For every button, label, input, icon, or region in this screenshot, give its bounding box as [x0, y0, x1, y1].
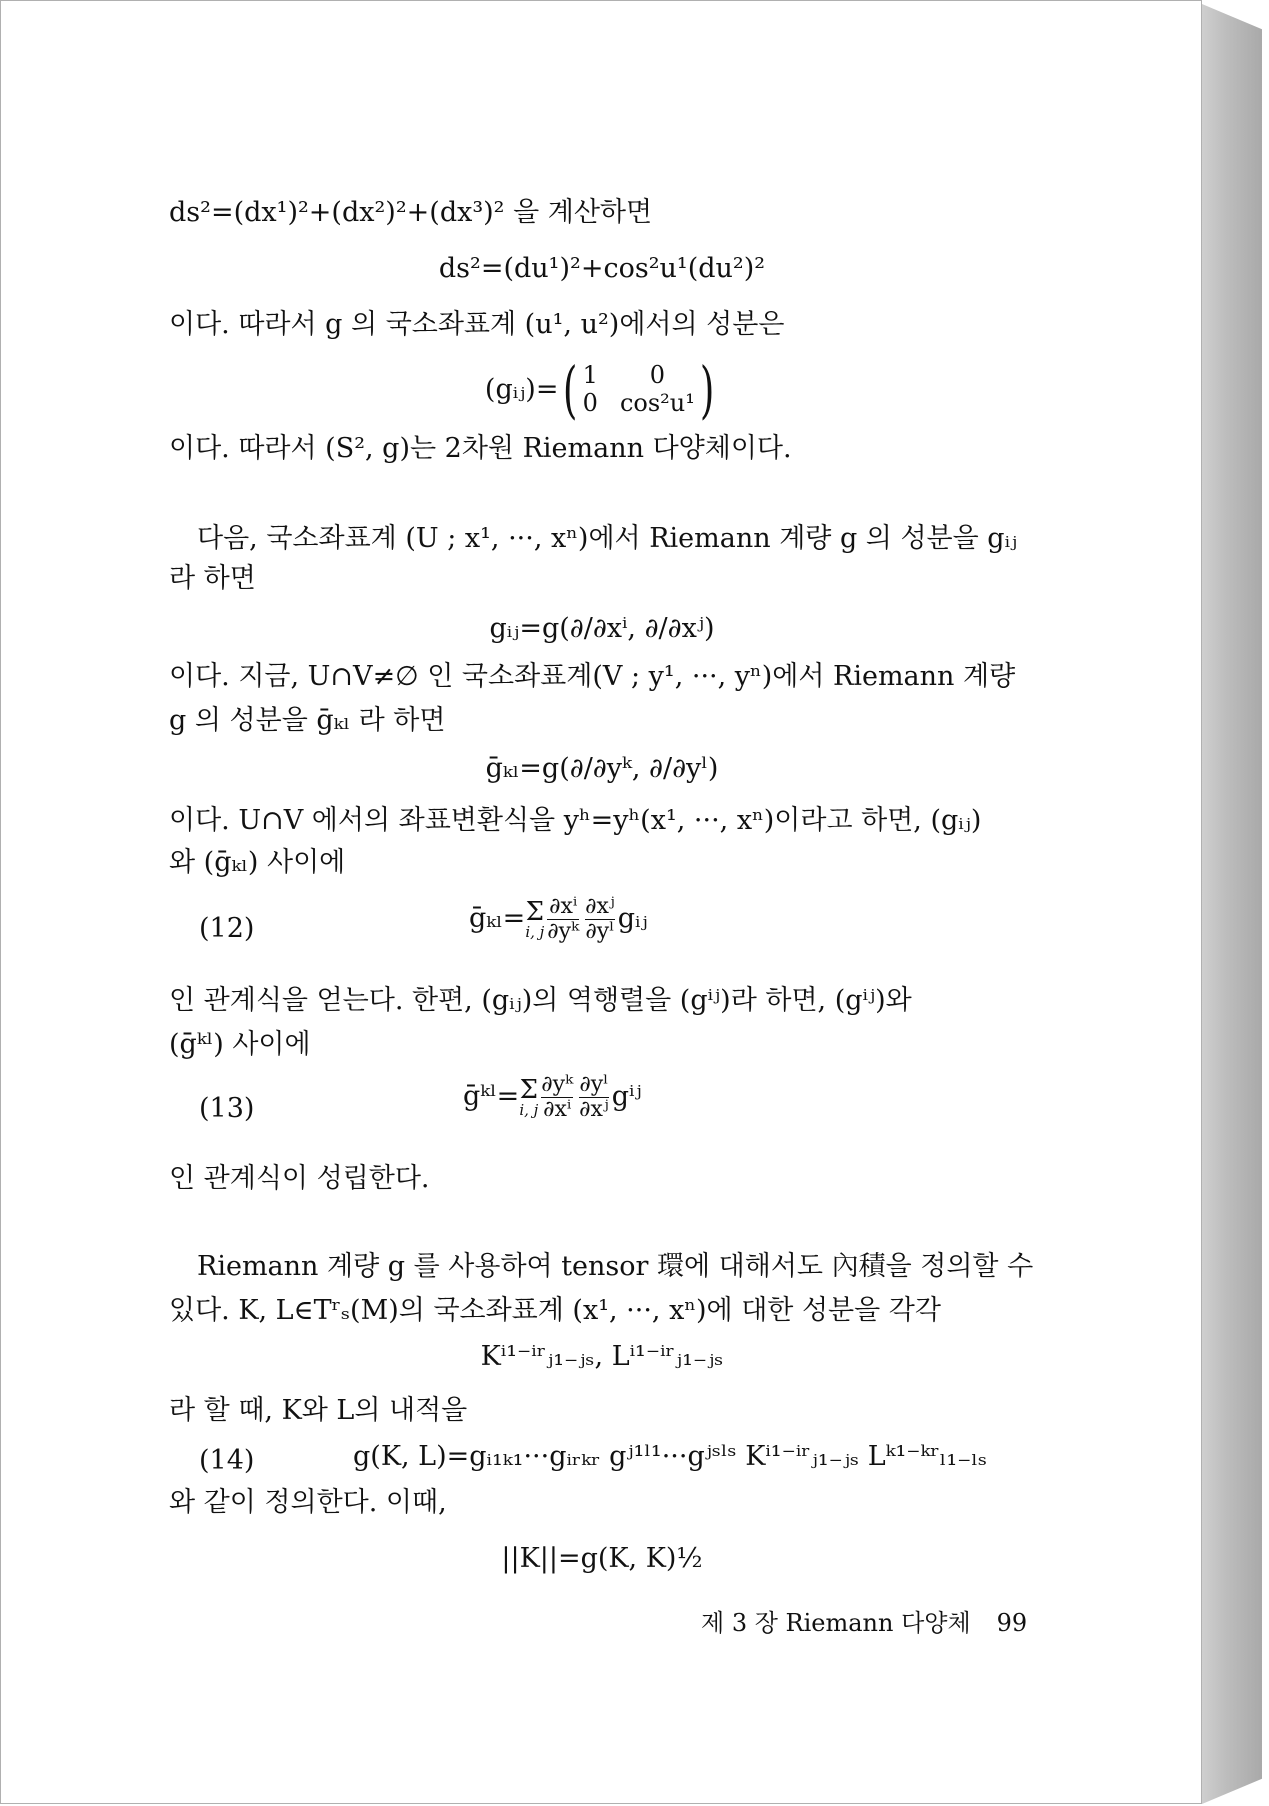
- matrix-equation: (gᵢⱼ)= ( 1 0 0 cos²u¹ ): [484, 353, 715, 426]
- text-line: 있다. K, L∈Tʳₛ(M)의 국소좌표계 (x¹, ···, xⁿ)에 대한 성분을 각각: [169, 1295, 941, 1326]
- matrix-cell: 1: [582, 361, 598, 390]
- matrix-cell: 0: [582, 389, 598, 417]
- page-stack-edge: [1202, 4, 1262, 1804]
- equation-number: (14): [199, 1445, 255, 1476]
- sum-index: i, j: [519, 1101, 539, 1120]
- text-line: 다음, 국소좌표계 (U ; x¹, ···, xⁿ)에서 Riemann 계량 g 의 성분을 gᵢⱼ: [197, 523, 1018, 554]
- matrix-grid: [583, 362, 695, 417]
- equation-display: ds²=(du¹)²+cos²u¹(du²)²: [438, 253, 766, 284]
- text-line: 와 (ḡₖₗ) 사이에: [169, 847, 346, 878]
- text-line: ds²=(dx¹)²+(dx²)²+(dx³)² 을 계산하면: [169, 197, 653, 228]
- text-line: 이다. 따라서 g 의 국소좌표계 (u¹, u²)에서의 성분은: [169, 309, 785, 340]
- text-line: 이다. 따라서 (S², g)는 2차원 Riemann 다양체이다.: [169, 433, 792, 464]
- equation-number: (13): [199, 1093, 255, 1124]
- text-line: g 의 성분을 ḡₖₗ 라 하면: [169, 705, 446, 736]
- text-line: 라 하면: [169, 563, 256, 594]
- equation-display: Kⁱ¹⁻ⁱʳⱼ₁₋ⱼₛ, Lⁱ¹⁻ⁱʳⱼ₁₋ⱼₛ: [480, 1341, 724, 1372]
- text-line: 와 같이 정의한다. 이때,: [169, 1487, 447, 1518]
- summation-symbol: Σ i, j: [519, 1075, 539, 1120]
- eq-tail: gⁱʲ: [611, 1081, 642, 1113]
- matrix-lhs: (gᵢⱼ)=: [484, 373, 559, 405]
- fraction: $\frac{\text{∂yˡ}}{\text{∂xʲ}}$: [579, 1072, 609, 1123]
- equation-display: ||K||=g(K, K)½: [501, 1543, 703, 1574]
- text-line: (ḡᵏˡ) 사이에: [169, 1029, 311, 1060]
- chapter-title: 제 3 장 Riemann 다양체: [701, 1609, 971, 1637]
- sum-index: i, j: [525, 923, 545, 942]
- fraction: $\frac{\text{∂xʲ}}{\text{∂yˡ}}$: [585, 894, 615, 945]
- page-number: 99: [996, 1609, 1028, 1637]
- text-line: 인 관계식을 얻는다. 한편, (gᵢⱼ)의 역행렬을 (gⁱʲ)라 하면, (gⁱʲ)와: [169, 985, 912, 1016]
- text-line: 이다. 지금, U∩V≠∅ 인 국소좌표계(V ; y¹, ···, yⁿ)에서 Riemann 계량: [169, 661, 1016, 692]
- equation-12: [469, 895, 648, 944]
- eq-lhs: ḡᵏˡ=: [463, 1081, 520, 1113]
- text-line: 이다. U∩V 에서의 좌표변환식을 yʰ=yʰ(x¹, ···, xⁿ)이라고 하면, (gᵢⱼ): [169, 805, 982, 836]
- fraction: $\frac{\text{∂xⁱ}}{\text{∂yᵏ}}$: [547, 894, 580, 945]
- summation-symbol: Σ i, j: [525, 897, 545, 942]
- equation-display: ḡₖₗ=g(∂/∂yᵏ, ∂/∂yˡ): [485, 753, 719, 784]
- equation-number: (12): [199, 913, 255, 944]
- matrix-cell: cos²u¹: [619, 389, 695, 417]
- eq-tail: gᵢⱼ: [617, 903, 648, 935]
- text-line: Riemann 계량 g 를 사용하여 tensor 環에 대해서도 內積을 정의할 수: [197, 1251, 1034, 1282]
- page-footer: [701, 1603, 1027, 1638]
- fraction: $\frac{\text{∂yᵏ}}{\text{∂xⁱ}}$: [541, 1072, 574, 1123]
- text-line: 인 관계식이 성립한다.: [169, 1163, 430, 1194]
- text-line: 라 할 때, K와 L의 내적을: [169, 1395, 468, 1426]
- equation-14: g(K, L)=gᵢ₁ₖ₁···gᵢᵣₖᵣ gʲ¹ˡ¹···gʲˢˡˢ Kⁱ¹⁻ⁱʳⱼ₁₋ⱼₛ Lᵏ¹⁻ᵏʳₗ₁₋ₗₛ: [353, 1441, 988, 1472]
- eq-lhs: ḡₖₗ=: [469, 903, 526, 935]
- matrix-cell: 0: [649, 361, 666, 390]
- equation-display: gᵢⱼ=g(∂/∂xⁱ, ∂/∂xʲ): [489, 613, 715, 644]
- equation-13: [463, 1073, 642, 1122]
